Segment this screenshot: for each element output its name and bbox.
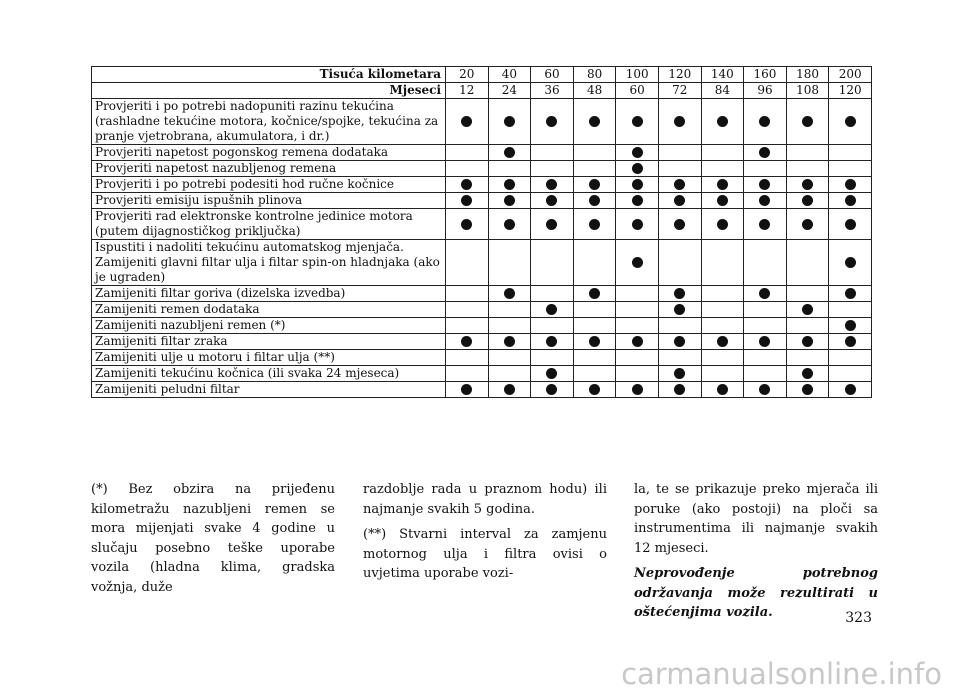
interval-cell: [616, 286, 659, 302]
header-km-value: 80: [573, 67, 616, 83]
service-due-dot: [845, 116, 856, 127]
service-due-dot: [504, 336, 515, 347]
service-due-dot: [589, 384, 600, 395]
interval-cell: [446, 366, 489, 382]
header-months-value: 60: [616, 83, 659, 99]
service-due-dot: [802, 116, 813, 127]
table-row: [92, 318, 872, 334]
interval-cell: [573, 286, 616, 302]
header-months-value: 96: [744, 83, 787, 99]
interval-cell: [446, 286, 489, 302]
service-due-dot: [589, 179, 600, 190]
interval-cell: [616, 193, 659, 209]
service-due-dot: [717, 116, 728, 127]
service-due-dot: [632, 195, 643, 206]
interval-cell: [701, 350, 744, 366]
interval-cell: [488, 334, 531, 350]
interval-cell: [446, 145, 489, 161]
service-due-dot: [845, 288, 856, 299]
service-due-dot: [717, 384, 728, 395]
service-due-dot: [546, 384, 557, 395]
maintenance-warning: Neprovođenje potrebnog održavanja može rezultirati u oštećenjima vozila.: [634, 566, 878, 620]
interval-cell: [446, 302, 489, 318]
service-due-dot: [632, 179, 643, 190]
interval-cell: [488, 350, 531, 366]
service-due-dot: [589, 195, 600, 206]
table-row: [92, 177, 872, 193]
service-due-dot: [504, 179, 515, 190]
service-due-dot: [674, 336, 685, 347]
interval-cell: [616, 382, 659, 398]
service-due-dot: [759, 195, 770, 206]
interval-cell: [658, 302, 701, 318]
interval-cell: [658, 145, 701, 161]
header-months-value: 120: [829, 83, 872, 99]
interval-cell: [786, 350, 829, 366]
interval-cell: [488, 193, 531, 209]
interval-cell: [488, 161, 531, 177]
interval-cell: [531, 240, 574, 286]
service-due-dot: [546, 304, 557, 315]
interval-cell: [658, 99, 701, 145]
table-row: [92, 240, 872, 286]
interval-cell: [658, 318, 701, 334]
maintenance-schedule-table: [91, 66, 872, 398]
interval-cell: [744, 193, 787, 209]
interval-cell: [616, 161, 659, 177]
service-item-label: Ispustiti i nadoliti tekućinu automatskog mjenjača. Zamijeniti glavni filtar ulja i filtar spin-on hladnjaka (ako je ugraden): [92, 240, 446, 286]
interval-cell: [829, 286, 872, 302]
interval-cell: [701, 334, 744, 350]
service-due-dot: [717, 179, 728, 190]
service-due-dot: [674, 288, 685, 299]
footnote-timing-belt: (*) Bez obzira na prijeđenu kilometražu nazubljeni remen se mora mijenjati svake 4 godine u slučaju posebno teške uporabe vozila (hladna klima, gradska vožnja, duže: [91, 482, 335, 595]
interval-cell: [488, 177, 531, 193]
interval-cell: [658, 240, 701, 286]
interval-cell: [701, 193, 744, 209]
interval-cell: [531, 334, 574, 350]
footnote-timing-belt-cont: razdoblje rada u praznom hodu) ili najmanje svakih 5 godina.: [363, 482, 607, 517]
interval-cell: [616, 350, 659, 366]
interval-cell: [701, 161, 744, 177]
interval-cell: [829, 318, 872, 334]
service-due-dot: [674, 304, 685, 315]
table-row: [92, 161, 872, 177]
footnote-column-2: [363, 480, 607, 590]
service-due-dot: [461, 336, 472, 347]
interval-cell: [744, 350, 787, 366]
interval-cell: [488, 209, 531, 240]
service-due-dot: [674, 219, 685, 230]
service-due-dot: [589, 336, 600, 347]
interval-cell: [446, 99, 489, 145]
header-months-value: 84: [701, 83, 744, 99]
interval-cell: [573, 161, 616, 177]
interval-cell: [701, 240, 744, 286]
interval-cell: [446, 350, 489, 366]
interval-cell: [829, 302, 872, 318]
service-due-dot: [546, 179, 557, 190]
service-due-dot: [504, 219, 515, 230]
interval-cell: [616, 334, 659, 350]
interval-cell: [488, 240, 531, 286]
service-due-dot: [674, 368, 685, 379]
interval-cell: [616, 145, 659, 161]
interval-cell: [786, 240, 829, 286]
interval-cell: [616, 366, 659, 382]
interval-cell: [829, 193, 872, 209]
footnote-oil-interval-cont: la, te se prikazuje preko mjerača ili poruke (ako postoji) na ploči sa instrumentima ili najmanje svakih 12 mjeseci.: [634, 482, 878, 556]
interval-cell: [786, 286, 829, 302]
watermark: carmanualsonline.info: [621, 657, 942, 691]
interval-cell: [531, 382, 574, 398]
interval-cell: [531, 350, 574, 366]
interval-cell: [786, 161, 829, 177]
interval-cell: [616, 209, 659, 240]
header-km-value: 20: [446, 67, 489, 83]
interval-cell: [701, 382, 744, 398]
interval-cell: [616, 99, 659, 145]
service-due-dot: [845, 257, 856, 268]
service-due-dot: [504, 195, 515, 206]
service-due-dot: [504, 384, 515, 395]
interval-cell: [744, 161, 787, 177]
service-item-label: Zamijeniti remen dodataka: [92, 302, 446, 318]
header-km-label: Tisuća kilometara: [92, 67, 446, 83]
header-row-km: [92, 67, 872, 83]
service-item-label: Provjeriti i po potrebi nadopuniti razinu tekućina (rashladne tekućine motora, kočnice/spojke, tekućina za pranje vjetrobrana, akumulatora, i dr.): [92, 99, 446, 145]
interval-cell: [658, 209, 701, 240]
interval-cell: [744, 240, 787, 286]
interval-cell: [573, 334, 616, 350]
table-row: [92, 145, 872, 161]
interval-cell: [616, 177, 659, 193]
interval-cell: [701, 99, 744, 145]
interval-cell: [658, 382, 701, 398]
interval-cell: [744, 334, 787, 350]
interval-cell: [573, 145, 616, 161]
table-row: [92, 193, 872, 209]
interval-cell: [531, 145, 574, 161]
service-due-dot: [845, 320, 856, 331]
service-item-label: Provjeriti i po potrebi podesiti hod ručne kočnice: [92, 177, 446, 193]
service-due-dot: [802, 336, 813, 347]
service-due-dot: [504, 288, 515, 299]
interval-cell: [573, 366, 616, 382]
service-item-label: Provjeriti emisiju ispušnih plinova: [92, 193, 446, 209]
service-item-label: Provjeriti napetost pogonskog remena dodataka: [92, 145, 446, 161]
interval-cell: [786, 318, 829, 334]
interval-cell: [446, 318, 489, 334]
interval-cell: [786, 193, 829, 209]
interval-cell: [616, 318, 659, 334]
interval-cell: [573, 193, 616, 209]
interval-cell: [531, 302, 574, 318]
interval-cell: [744, 382, 787, 398]
interval-cell: [786, 145, 829, 161]
interval-cell: [744, 286, 787, 302]
service-due-dot: [845, 336, 856, 347]
service-due-dot: [802, 219, 813, 230]
service-due-dot: [802, 368, 813, 379]
service-due-dot: [546, 336, 557, 347]
service-due-dot: [546, 195, 557, 206]
interval-cell: [616, 302, 659, 318]
interval-cell: [701, 302, 744, 318]
interval-cell: [446, 382, 489, 398]
service-due-dot: [717, 336, 728, 347]
table-row: [92, 382, 872, 398]
header-km-value: 200: [829, 67, 872, 83]
interval-cell: [658, 177, 701, 193]
service-item-label: Zamijeniti tekućinu kočnica (ili svaka 24 mjeseca): [92, 366, 446, 382]
header-km-value: 60: [531, 67, 574, 83]
service-due-dot: [632, 219, 643, 230]
service-due-dot: [504, 116, 515, 127]
interval-cell: [829, 209, 872, 240]
service-due-dot: [802, 384, 813, 395]
interval-cell: [658, 350, 701, 366]
interval-cell: [701, 209, 744, 240]
service-item-label: Zamijeniti nazubljeni remen (*): [92, 318, 446, 334]
interval-cell: [744, 145, 787, 161]
service-due-dot: [461, 195, 472, 206]
interval-cell: [573, 240, 616, 286]
service-item-label: Zamijeniti filtar zraka: [92, 334, 446, 350]
interval-cell: [701, 145, 744, 161]
interval-cell: [488, 318, 531, 334]
interval-cell: [488, 99, 531, 145]
service-due-dot: [759, 336, 770, 347]
interval-cell: [658, 366, 701, 382]
table-row: [92, 350, 872, 366]
service-due-dot: [759, 116, 770, 127]
interval-cell: [616, 240, 659, 286]
interval-cell: [744, 302, 787, 318]
interval-cell: [829, 334, 872, 350]
header-months-value: 72: [658, 83, 701, 99]
interval-cell: [786, 177, 829, 193]
service-due-dot: [759, 288, 770, 299]
service-item-label: Zamijeniti ulje u motoru i filtar ulja (**): [92, 350, 446, 366]
interval-cell: [446, 334, 489, 350]
header-months-label: Mjeseci: [92, 83, 446, 99]
header-months-value: 48: [573, 83, 616, 99]
header-months-value: 24: [488, 83, 531, 99]
footnote-column-1: [91, 480, 335, 603]
interval-cell: [744, 209, 787, 240]
interval-cell: [531, 209, 574, 240]
interval-cell: [488, 302, 531, 318]
service-due-dot: [674, 384, 685, 395]
interval-cell: [744, 177, 787, 193]
service-due-dot: [461, 219, 472, 230]
interval-cell: [701, 177, 744, 193]
service-due-dot: [759, 179, 770, 190]
service-due-dot: [845, 195, 856, 206]
interval-cell: [531, 161, 574, 177]
header-km-value: 120: [658, 67, 701, 83]
header-months-value: 36: [531, 83, 574, 99]
service-due-dot: [759, 147, 770, 158]
service-due-dot: [717, 219, 728, 230]
service-item-label: Provjeriti napetost nazubljenog remena: [92, 161, 446, 177]
service-due-dot: [632, 147, 643, 158]
interval-cell: [829, 382, 872, 398]
interval-cell: [446, 209, 489, 240]
interval-cell: [701, 286, 744, 302]
interval-cell: [829, 350, 872, 366]
footnote-oil-interval: (**) Stvarni interval za zamjenu motornog ulja i filtra ovisi o uvjetima uporabe vozi-: [363, 527, 607, 581]
service-due-dot: [802, 304, 813, 315]
interval-cell: [446, 240, 489, 286]
interval-cell: [744, 318, 787, 334]
interval-cell: [531, 366, 574, 382]
interval-cell: [488, 145, 531, 161]
service-due-dot: [632, 163, 643, 174]
table-row: [92, 334, 872, 350]
interval-cell: [446, 193, 489, 209]
header-km-value: 100: [616, 67, 659, 83]
interval-cell: [744, 366, 787, 382]
service-due-dot: [461, 384, 472, 395]
service-due-dot: [589, 219, 600, 230]
service-due-dot: [632, 257, 643, 268]
table-row: [92, 99, 872, 145]
header-km-value: 140: [701, 67, 744, 83]
header-months-value: 108: [786, 83, 829, 99]
service-due-dot: [845, 219, 856, 230]
service-due-dot: [461, 116, 472, 127]
interval-cell: [531, 318, 574, 334]
service-due-dot: [845, 179, 856, 190]
service-due-dot: [504, 147, 515, 158]
interval-cell: [488, 286, 531, 302]
interval-cell: [488, 382, 531, 398]
interval-cell: [786, 366, 829, 382]
interval-cell: [829, 366, 872, 382]
service-due-dot: [759, 384, 770, 395]
table-row: [92, 366, 872, 382]
interval-cell: [658, 193, 701, 209]
service-due-dot: [717, 195, 728, 206]
header-km-value: 180: [786, 67, 829, 83]
interval-cell: [573, 177, 616, 193]
interval-cell: [531, 177, 574, 193]
service-due-dot: [632, 384, 643, 395]
interval-cell: [786, 209, 829, 240]
service-due-dot: [759, 219, 770, 230]
interval-cell: [531, 99, 574, 145]
table-row: [92, 209, 872, 240]
service-due-dot: [546, 368, 557, 379]
header-months-value: 12: [446, 83, 489, 99]
interval-cell: [829, 240, 872, 286]
interval-cell: [786, 99, 829, 145]
service-due-dot: [845, 384, 856, 395]
service-due-dot: [632, 116, 643, 127]
interval-cell: [573, 302, 616, 318]
interval-cell: [573, 209, 616, 240]
interval-cell: [446, 177, 489, 193]
interval-cell: [829, 99, 872, 145]
service-due-dot: [674, 195, 685, 206]
interval-cell: [829, 161, 872, 177]
table-row: [92, 286, 872, 302]
service-due-dot: [589, 116, 600, 127]
service-due-dot: [546, 116, 557, 127]
service-due-dot: [802, 179, 813, 190]
service-due-dot: [589, 288, 600, 299]
interval-cell: [573, 350, 616, 366]
table-row: [92, 302, 872, 318]
interval-cell: [658, 286, 701, 302]
interval-cell: [829, 177, 872, 193]
interval-cell: [786, 382, 829, 398]
service-item-label: Zamijeniti filtar goriva (dizelska izvedba): [92, 286, 446, 302]
interval-cell: [573, 318, 616, 334]
service-due-dot: [802, 195, 813, 206]
interval-cell: [573, 382, 616, 398]
interval-cell: [786, 334, 829, 350]
interval-cell: [658, 161, 701, 177]
interval-cell: [573, 99, 616, 145]
interval-cell: [701, 318, 744, 334]
footnote-column-3: [634, 480, 878, 629]
header-row-months: [92, 83, 872, 99]
service-due-dot: [674, 116, 685, 127]
service-item-label: Provjeriti rad elektronske kontrolne jedinice motora (putem dijagnostičkog priključka): [92, 209, 446, 240]
page-number: 323: [845, 610, 872, 626]
service-due-dot: [461, 179, 472, 190]
interval-cell: [701, 366, 744, 382]
header-km-value: 40: [488, 67, 531, 83]
interval-cell: [829, 145, 872, 161]
interval-cell: [531, 286, 574, 302]
interval-cell: [446, 161, 489, 177]
service-item-label: Zamijeniti peludni filtar: [92, 382, 446, 398]
service-due-dot: [546, 219, 557, 230]
interval-cell: [531, 193, 574, 209]
interval-cell: [744, 99, 787, 145]
header-km-value: 160: [744, 67, 787, 83]
service-due-dot: [674, 179, 685, 190]
service-due-dot: [632, 336, 643, 347]
interval-cell: [658, 334, 701, 350]
interval-cell: [786, 302, 829, 318]
interval-cell: [488, 366, 531, 382]
